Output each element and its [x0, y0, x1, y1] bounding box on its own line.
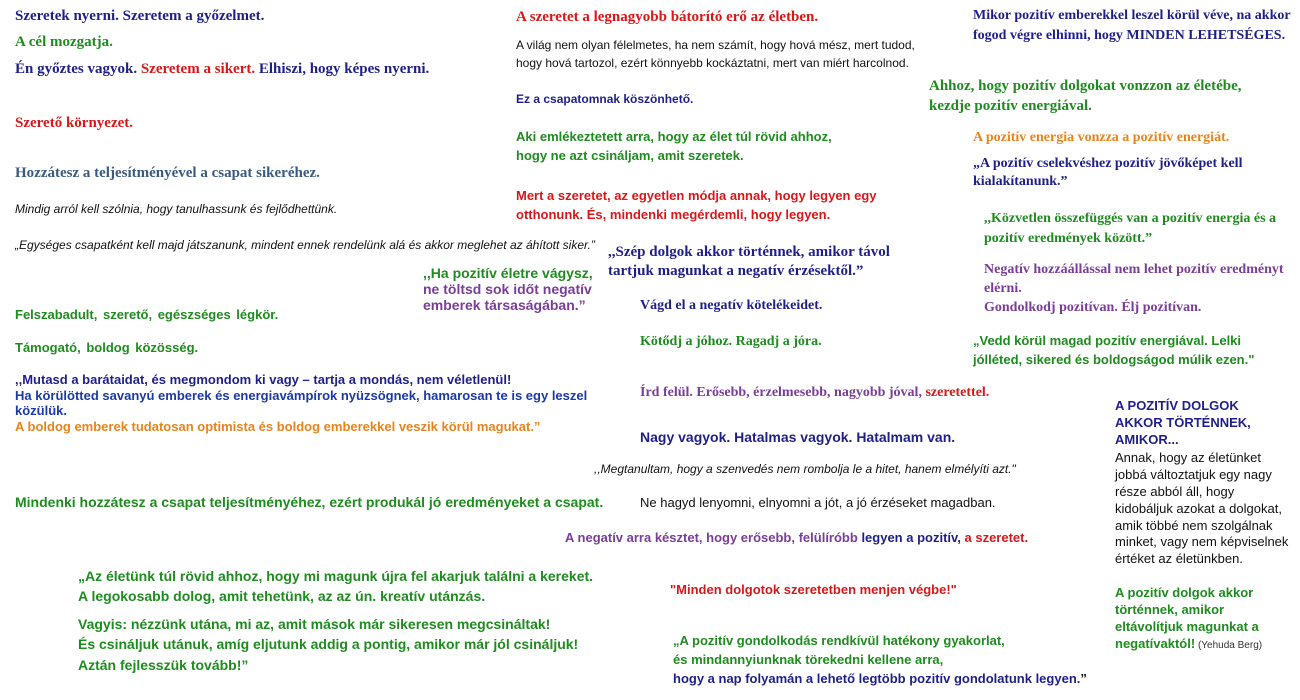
- quote-surround-energy: „Vedd körül magad pozitív energiával. Lelki jólléted, sikered és boldogságod múlik ezen.": [973, 333, 1255, 367]
- quote-better-life: Annak, hogy az életünket jobbá változtatjuk egy nagy része abból áll, hogy kidobáljuk azokat a dolgokat, amik többé nem szolgálnak minket, vagy nem képviselnek értéket az életünkben.: [1115, 450, 1289, 567]
- look-up-line1: Vagyis: nézzünk utána, mi az, amit mások már sikeresen megcsináltak!: [78, 616, 551, 632]
- quote-everything-possible: Mikor pozitív emberekkel leszel körül véve, na akkor fogod végre elhinni, hogy MINDEN LEHETSÉGES.: [973, 8, 1291, 43]
- quote-loving-environment: Szerető környezet.: [15, 115, 134, 131]
- quote-negative-prompts: [565, 530, 1028, 546]
- positive-thinking-close-quote: ”: [1080, 670, 1087, 686]
- negative-prompts-text: A negatív arra késztet, hogy erősebb, felülíróbb: [565, 530, 862, 545]
- love-text: a szeretet.: [960, 530, 1029, 545]
- quote-positive-vision: „A pozitív cselekvéshez pozitív jövőképet kell kialakítanunk.”: [973, 156, 1243, 190]
- show-friends-line3: A boldog emberek tudatosan optimista és boldog emberekkel veszik körül magukat.”: [15, 418, 541, 434]
- quote-attract-positive: Ahhoz, hogy pozitív dolgokat vonzzon az életébe, kezdje pozitív energiával.: [929, 78, 1242, 115]
- quote-everyone-contributes: Mindenki hozzátesz a csapat teljesítményéhez, ezért produkál jó eredményeket a csapat.: [15, 494, 604, 510]
- quote-remove-negatives: [1115, 585, 1295, 653]
- quote-because-love: [516, 187, 877, 225]
- remove-negatives-text: A pozitív dolgok akkor történnek, amikor eltávolítjuk magunkat a negatívaktól!: [1115, 585, 1259, 651]
- reminded-line1: Aki emlékeztetett arra, hogy az élet túl rövid ahhoz,: [516, 129, 832, 144]
- with-love-text: szeretettel.: [925, 385, 990, 400]
- quote-suffering-faith: ,,Megtanultam, hogy a szenvedés nem rombolja le a hitet, hanem elmélyíti azt.": [594, 462, 1016, 476]
- quote-beautiful-things: [608, 243, 890, 281]
- beautiful-line2: tartjuk magunkat a negatív érzésektől.”: [608, 262, 864, 279]
- quote-love-courage: A szeretet a legnagyobb bátorító erő az életben.: [516, 9, 819, 25]
- quote-positive-thinking: [673, 632, 1087, 689]
- overwrite-text: Írd felül. Erősebb, érzelmesebb, nagyobb jóval,: [640, 385, 926, 400]
- quote-who-reminded: [516, 128, 832, 166]
- quote-supportive-community: Támogató, boldog közösség.: [15, 340, 199, 355]
- positive-thinking-line3: [673, 670, 1087, 689]
- believes-text: Elhiszi, hogy képes nyerni.: [255, 61, 430, 77]
- winner-text: Én győztes vagyok.: [15, 61, 141, 77]
- quote-show-friends: [15, 372, 620, 434]
- quote-look-it-up: [78, 614, 578, 675]
- quote-all-in-love: "Minden dolgotok szeretetben menjen végbe!": [670, 582, 957, 597]
- author-attribution: (Yehuda Berg): [1195, 639, 1263, 651]
- negative-attitude-line1: Negatív hozzáállással nem lehet pozitív eredményt elérni.: [984, 262, 1284, 296]
- quote-contributes: Hozzátesz a teljesítményével a csapat sikeréhez.: [15, 165, 320, 181]
- positive-text: legyen a pozitív,: [861, 530, 961, 545]
- show-friends-line2: Ha körülötted savanyú emberek és energiavámpírok nyüzsögnek, hamarosan te is egy leszel közülük.: [15, 387, 588, 419]
- negative-attitude-line2: Gondolkodj pozitívan. Élj pozitívan.: [984, 299, 1202, 315]
- love-success-text: Szeretem a sikert.: [140, 61, 256, 77]
- show-friends-line1: ,,Mutasd a barátaidat, és megmondom ki vagy – tartja a mondás, nem véletlenül!: [15, 372, 512, 387]
- quote-free-atmosphere: Felszabadult, szerető, egészséges légkör.: [15, 307, 279, 322]
- quote-love-winning: Szeretek nyerni. Szeretem a győzelmet.: [15, 8, 265, 24]
- quote-positive-life: [423, 265, 603, 313]
- heading-positive-things: A POZITÍV DOLGOK AKKOR TÖRTÉNNEK, AMIKOR...: [1115, 398, 1251, 447]
- quote-energy-attracts: A pozitív energia vonzza a pozitív energiát.: [973, 130, 1230, 145]
- quote-life-too-short: [78, 566, 593, 607]
- look-up-line3: Aztán fejlesszük tovább!”: [78, 656, 249, 673]
- positive-thinking-line2: és mindannyiunknak törekedni kellene arra,: [673, 651, 944, 667]
- quote-dont-suppress: Ne hagyd lenyomni, elnyomni a jót, a jó érzéseket magadban.: [640, 495, 996, 510]
- quote-world-not-scary: A világ nem olyan félelmetes, ha nem számít, hogy hová mész, mert tudod, hogy hová tartozol, ezért könnyebb kockáztatni, mert van miért harcolnod.: [516, 38, 915, 70]
- reminded-line2: hogy ne azt csináljam, amit szeretek.: [516, 147, 744, 163]
- quote-cut-ties: Vágd el a negatív kötelékeidet.: [640, 298, 823, 313]
- because-love-line1: Mert a szeretet, az egyetlen módja annak, hogy legyen egy: [516, 188, 877, 203]
- quote-goal-drives: A cél mozgatja.: [15, 34, 113, 50]
- because-love-line2: otthonunk. És, mindenki megérdemli, hogy legyen.: [516, 206, 831, 222]
- quote-direct-link: ,,Közvetlen összefüggés van a pozitív energia és a pozitív eredmények között.”: [984, 211, 1277, 246]
- look-up-line2: És csináljuk utánuk, amíg eljutunk addig a pontig, amikor már jól csináljuk!: [78, 636, 579, 653]
- positive-life-line1: ,,Ha pozitív életre vágysz,: [423, 265, 593, 281]
- quote-overwrite: [640, 384, 989, 402]
- quote-always-learn: Mindig arról kell szólnia, hogy tanulhassunk és fejlődhettünk.: [15, 202, 338, 216]
- quote-united-team: „Egységes csapatként kell majd játszanunk, mindent ennek rendelünk alá és akkor meglehet az áhított siker.”: [15, 238, 595, 252]
- quote-i-am-great: Nagy vagyok. Hatalmas vagyok. Hatalmam van.: [640, 429, 956, 445]
- positive-thinking-line1: „A pozitív gondolkodás rendkívül hatékony gyakorlat,: [673, 633, 1005, 648]
- positive-life-line2: ne töltsd sok időt negatív emberek társaságában.”: [423, 281, 592, 314]
- quote-i-am-winner: [15, 60, 429, 79]
- quote-thanks-team: Ez a csapatomnak köszönhető.: [516, 92, 694, 106]
- beautiful-line1: ,,Szép dolgok akkor történnek, amikor távol: [608, 244, 890, 260]
- life-short-line2: A legokosabb dolog, amit tehetünk, az az ún. kreatív utánzás.: [78, 588, 486, 605]
- quote-negative-attitude: [984, 261, 1284, 318]
- quote-bond-good: Kötődj a jóhoz. Ragadj a jóra.: [640, 334, 822, 349]
- life-short-line1: „Az életünk túl rövid ahhoz, hogy mi magunk újra fel akarjuk találni a kereket.: [78, 568, 594, 584]
- positive-thinking-line3-text: hogy a nap folyamán a lehető legtöbb pozitív gondolatunk legyen.: [673, 670, 1081, 686]
